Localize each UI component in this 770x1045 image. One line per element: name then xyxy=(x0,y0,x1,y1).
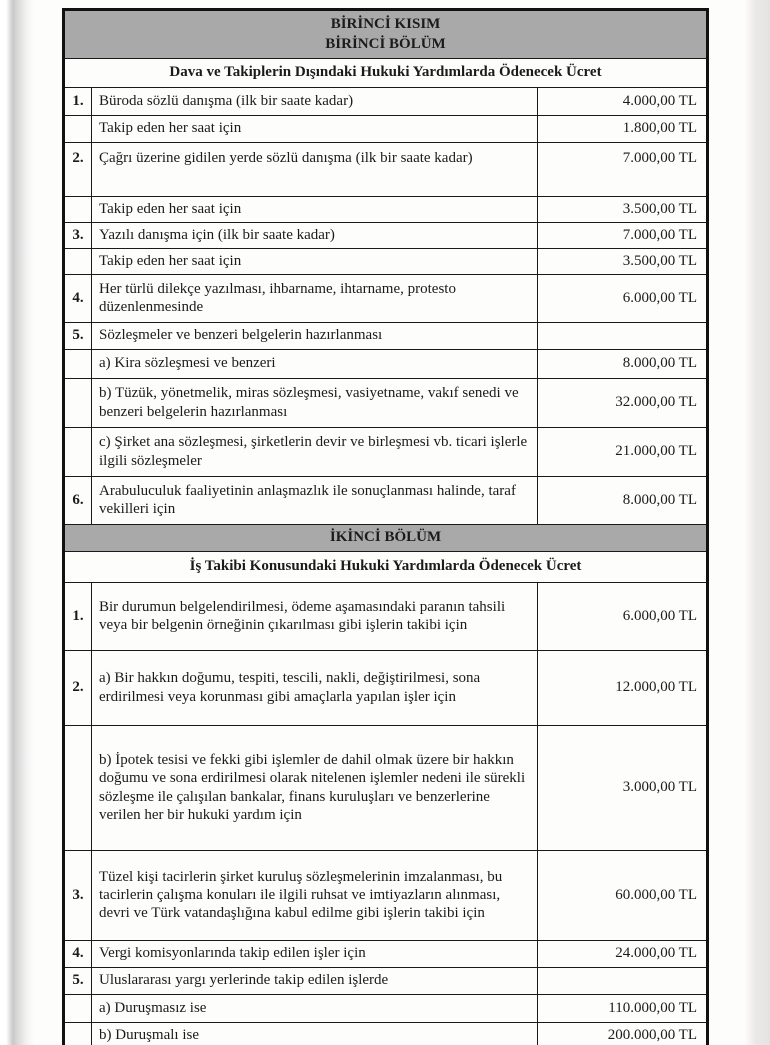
section2-subtitle-row xyxy=(64,551,708,582)
row-fee: 21.000,00 TL xyxy=(538,427,708,476)
row-description: a) Bir hakkın doğumu, tespiti, tescili, nakli, değiştirilmesi, sona erdirilmesi veya korunması gibi amaçlarla yapılan işler için xyxy=(92,650,538,725)
row-number xyxy=(64,725,92,850)
row-fee: 200.000,00 TL xyxy=(538,1022,708,1045)
row-fee: 1.800,00 TL xyxy=(538,115,708,142)
table-row xyxy=(64,1022,708,1045)
table-row xyxy=(64,725,708,850)
row-fee xyxy=(538,967,708,994)
row-fee: 4.000,00 TL xyxy=(538,87,708,115)
row-number: 4. xyxy=(64,274,92,322)
row-fee: 3.500,00 TL xyxy=(538,196,708,222)
row-description: Sözleşmeler ve benzeri belgelerin hazırlanması xyxy=(92,322,538,349)
section1-title: BİRİNCİ BÖLÜM xyxy=(325,36,446,53)
table-row xyxy=(64,349,708,378)
row-fee: 6.000,00 TL xyxy=(538,274,708,322)
section2-title: İKİNCİ BÖLÜM xyxy=(64,524,708,551)
row-description: b) Tüzük, yönetmelik, miras sözleşmesi, vasiyetname, vakıf senedi ve benzeri belgelerin hazırlanması xyxy=(92,378,538,427)
row-number xyxy=(64,994,92,1022)
table-row xyxy=(64,650,708,725)
fee-schedule-table xyxy=(62,8,709,1045)
row-number xyxy=(64,196,92,222)
row-description: Uluslararası yargı yerlerinde takip edilen işlerde xyxy=(92,967,538,994)
section1-header-band xyxy=(64,10,708,59)
row-number xyxy=(64,427,92,476)
row-fee: 60.000,00 TL xyxy=(538,850,708,940)
row-description: Takip eden her saat için xyxy=(92,196,538,222)
scan-edge-right xyxy=(744,0,770,1045)
row-description: Takip eden her saat için xyxy=(92,248,538,274)
row-number: 6. xyxy=(64,476,92,524)
row-fee: 24.000,00 TL xyxy=(538,940,708,967)
table-row xyxy=(64,222,708,248)
row-number: 1. xyxy=(64,87,92,115)
table-row xyxy=(64,476,708,524)
row-fee: 7.000,00 TL xyxy=(538,142,708,196)
table-row xyxy=(64,850,708,940)
row-fee xyxy=(538,322,708,349)
table-row xyxy=(64,582,708,650)
section1-subtitle-row xyxy=(64,58,708,87)
row-fee: 3.000,00 TL xyxy=(538,725,708,850)
table-row xyxy=(64,378,708,427)
row-number: 2. xyxy=(64,650,92,725)
row-fee: 12.000,00 TL xyxy=(538,650,708,725)
row-description: Yazılı danışma için (ilk bir saate kadar) xyxy=(92,222,538,248)
row-number: 1. xyxy=(64,582,92,650)
row-description: Büroda sözlü danışma (ilk bir saate kadar) xyxy=(92,87,538,115)
part-title: BİRİNCİ KISIM xyxy=(330,16,441,32)
section2-header-band xyxy=(64,524,708,551)
table-row xyxy=(64,274,708,322)
row-fee: 32.000,00 TL xyxy=(538,378,708,427)
row-description: c) Şirket ana sözleşmesi, şirketlerin devir ve birleşmesi vb. ticari işlerle ilgili sözleşmeler xyxy=(92,427,538,476)
row-number xyxy=(64,115,92,142)
section1-subtitle: Dava ve Takiplerin Dışındaki Hukuki Yardımlarda Ödenecek Ücret xyxy=(64,58,708,87)
row-fee: 110.000,00 TL xyxy=(538,994,708,1022)
row-description: a) Kira sözleşmesi ve benzeri xyxy=(92,349,538,378)
row-description: Tüzel kişi tacirlerin şirket kuruluş sözleşmelerinin imzalanması, bu tacirlerin çalışma konuları ile ilgili ruhsat ve imtiyazların alınması, devri ve Türk vatandaşlığına kabul edilme gibi işlerin takibi için xyxy=(92,850,538,940)
row-description: a) Duruşmasız ise xyxy=(92,994,538,1022)
row-description: b) İpotek tesisi ve fekki gibi işlemler de dahil olmak üzere bir hakkın doğumu ve sona erdirilmesi olarak nitelenen işlemler nedeni ile sürekli sözleşme ile çalışılan bankalar, finans kuruluşları ve benzerlerine verilen her bir hukuki yardım için xyxy=(92,725,538,850)
row-description: Her türlü dilekçe yazılması, ihbarname, ihtarname, protesto düzenlenmesinde xyxy=(92,274,538,322)
row-description: Takip eden her saat için xyxy=(92,115,538,142)
row-number: 5. xyxy=(64,967,92,994)
row-fee: 7.000,00 TL xyxy=(538,222,708,248)
row-number xyxy=(64,248,92,274)
row-fee: 6.000,00 TL xyxy=(538,582,708,650)
row-description: Vergi komisyonlarında takip edilen işler için xyxy=(92,940,538,967)
row-number: 4. xyxy=(64,940,92,967)
table-row xyxy=(64,940,708,967)
table-row xyxy=(64,248,708,274)
scan-edge-left xyxy=(0,0,34,1045)
row-number xyxy=(64,349,92,378)
table-row xyxy=(64,967,708,994)
row-description: Çağrı üzerine gidilen yerde sözlü danışma (ilk bir saate kadar) xyxy=(92,142,538,196)
table-row xyxy=(64,196,708,222)
row-number: 3. xyxy=(64,222,92,248)
row-description: Arabuluculuk faaliyetinin anlaşmazlık ile sonuçlanması halinde, taraf vekilleri için xyxy=(92,476,538,524)
row-number: 3. xyxy=(64,850,92,940)
row-fee: 3.500,00 TL xyxy=(538,248,708,274)
section2-subtitle: İş Takibi Konusundaki Hukuki Yardımlarda Ödenecek Ücret xyxy=(64,551,708,582)
row-fee: 8.000,00 TL xyxy=(538,349,708,378)
row-description: Bir durumun belgelendirilmesi, ödeme aşamasındaki paranın tahsili veya bir belgenin örneğinin çıkarılması gibi işlerin takibi için xyxy=(92,582,538,650)
row-number xyxy=(64,378,92,427)
row-number: 5. xyxy=(64,322,92,349)
table-row xyxy=(64,322,708,349)
row-number: 2. xyxy=(64,142,92,196)
row-number xyxy=(64,1022,92,1045)
row-description: b) Duruşmalı ise xyxy=(92,1022,538,1045)
row-fee: 8.000,00 TL xyxy=(538,476,708,524)
table-row xyxy=(64,427,708,476)
table-row xyxy=(64,994,708,1022)
table-row xyxy=(64,142,708,196)
table-row xyxy=(64,115,708,142)
table-row xyxy=(64,87,708,115)
